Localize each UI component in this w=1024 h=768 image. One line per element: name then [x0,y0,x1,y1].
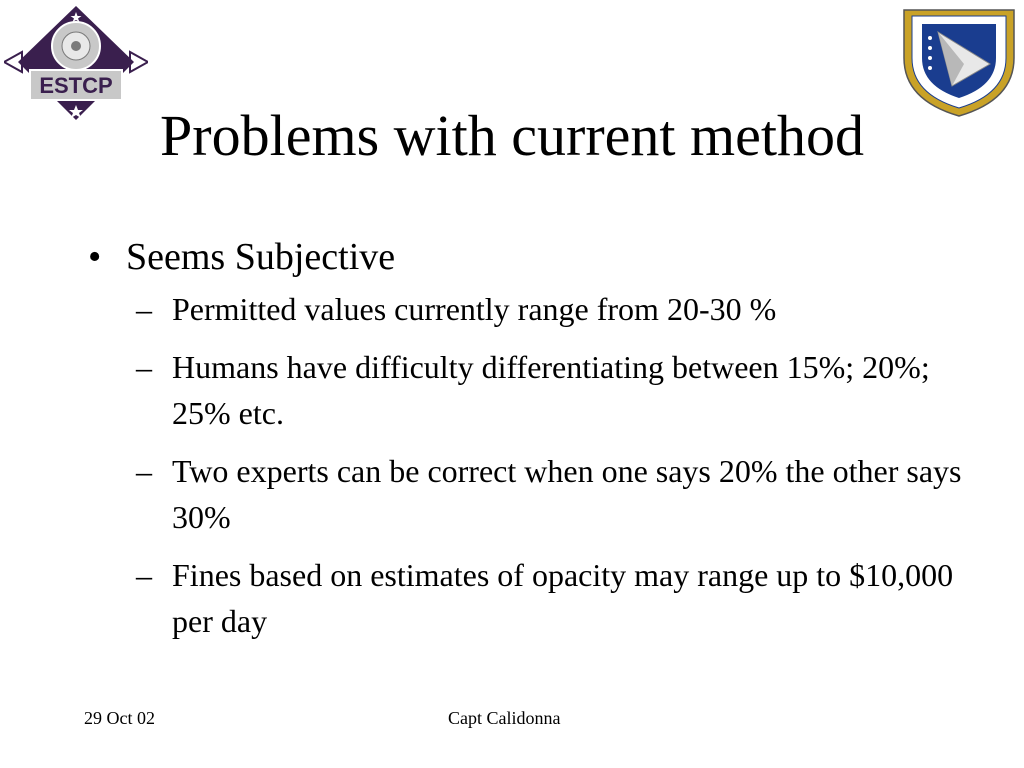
sub-bullet-group [84,286,964,644]
sub-bullet-text: Fines based on estimates of opacity may range up to $10,000 per day [172,557,954,639]
bullet-item [84,232,964,282]
sub-bullet-text: Humans have difficulty differentiating between 15%; 20%; 25% etc. [172,349,930,431]
footer-author: Capt Calidonna [448,708,561,728]
footer-date: 29 Oct 02 [84,708,155,728]
dash-marker: – [136,453,152,489]
bullet-list [84,232,964,656]
sub-bullet-item [84,448,964,540]
sub-bullet-item [84,286,964,332]
sub-bullet-list [84,286,964,644]
sub-bullet-item [84,344,964,436]
sub-bullet-item [84,552,964,644]
dash-marker: – [136,557,152,593]
dash-marker: – [136,349,152,385]
svg-text:ESTCP: ESTCP [39,73,113,98]
sub-bullet-text: Permitted values currently range from 20-30 % [172,291,777,327]
sub-bullet-text: Two experts can be correct when one says 20% the other says 30% [172,453,962,535]
dash-marker: – [136,291,152,327]
slide-title: Problems with current method [160,103,864,168]
bullet-text: Seems Subjective [126,236,396,278]
